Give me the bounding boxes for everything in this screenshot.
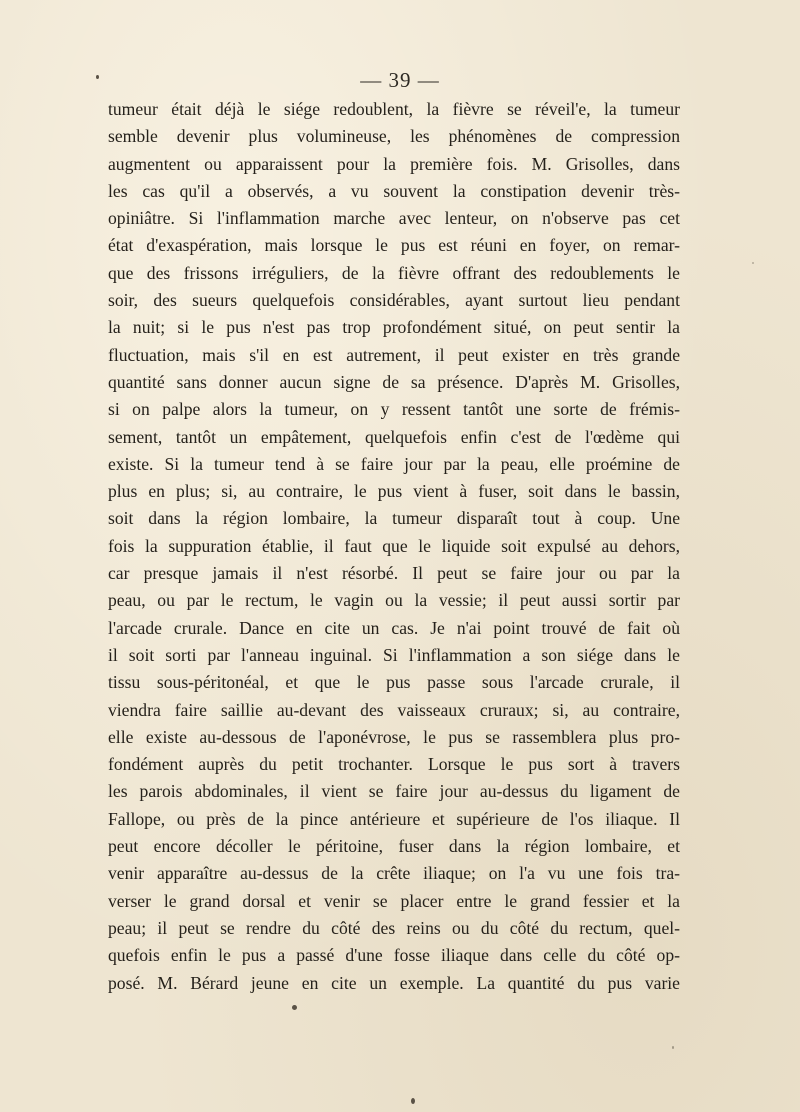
text-line: si on palpe alors la tumeur, on y ressent tantôt une sorte de frémis- bbox=[108, 399, 680, 420]
text-line: fluctuation, mais s'il en est autrement, il peut exister en très grande bbox=[108, 344, 680, 365]
text-line: elle existe au-dessous de l'aponévrose, le pus se rassemblera plus pro- bbox=[108, 726, 680, 747]
page-number: — 39 — bbox=[360, 68, 440, 92]
text-line: l'arcade crurale. Dance en cite un cas. Je n'ai point trouvé de fait où bbox=[108, 617, 680, 638]
text-line: existe. Si la tumeur tend à se faire jour par la peau, elle proémine de bbox=[108, 453, 680, 474]
text-line: soit dans la région lombaire, la tumeur disparaît tout à coup. Une bbox=[108, 508, 680, 529]
text-line: peut encore décoller le péritoine, fuser dans la région lombaire, et bbox=[108, 836, 680, 857]
text-line: les cas qu'il a observés, a vu souvent la constipation devenir très- bbox=[108, 180, 680, 201]
text-line: plus en plus; si, au contraire, le pus vient à fuser, soit dans le bassin, bbox=[108, 481, 680, 502]
text-line: la nuit; si le pus n'est pas trop profondément situé, on peut sentir la bbox=[108, 317, 680, 338]
text-line: augmentent ou apparaissent pour la première fois. M. Grisolles, dans bbox=[108, 153, 680, 174]
text-line: fois la suppuration établie, il faut que le liquide soit expulsé au dehors, bbox=[108, 535, 680, 556]
text-line: il soit sorti par l'anneau inguinal. Si l'inflammation a son siége dans le bbox=[108, 644, 680, 665]
text-line: état d'exaspération, mais lorsque le pus est réuni en foyer, on remar- bbox=[108, 235, 680, 256]
text-line: peau, ou par le rectum, le vagin ou la vessie; il peut aussi sortir par bbox=[108, 590, 680, 611]
text-line: Fallope, ou près de la pince antérieure et supérieure de l'os iliaque. Il bbox=[108, 808, 680, 829]
text-line: opiniâtre. Si l'inflammation marche avec lenteur, on n'observe pas cet bbox=[108, 208, 680, 229]
body-text bbox=[108, 96, 680, 997]
text-line: tumeur était déjà le siége redoublent, la fièvre se réveil'e, la tumeur bbox=[108, 99, 680, 119]
paper-speck bbox=[672, 1046, 674, 1049]
text-line: car presque jamais il n'est résorbé. Il peut se faire jour ou par la bbox=[108, 563, 680, 584]
paper-speck bbox=[292, 1005, 297, 1010]
text-line: semble devenir plus volumineuse, les phénomènes de compression bbox=[108, 126, 680, 147]
text-line: quantité sans donner aucun signe de sa présence. D'après M. Grisolles, bbox=[108, 371, 680, 392]
text-line: sement, tantôt un empâtement, quelquefois enfin c'est de l'œdème qui bbox=[108, 426, 680, 447]
text-line: verser le grand dorsal et venir se placer entre le grand fessier et la bbox=[108, 890, 680, 911]
text-line: les parois abdominales, il vient se faire jour au-dessus du ligament de bbox=[108, 781, 680, 802]
text-line: quefois enfin le pus a passé d'une fosse iliaque dans celle du côté op- bbox=[108, 945, 680, 966]
text-line: que des frissons irréguliers, de la fièvre offrant des redoublements le bbox=[108, 262, 680, 283]
text-line: soir, des sueurs quelquefois considérables, ayant surtout lieu pendant bbox=[108, 290, 680, 311]
text-line: fondément auprès du petit trochanter. Lorsque le pus sort à travers bbox=[108, 754, 680, 775]
paper-speck bbox=[96, 75, 99, 79]
text-line: posé. M. Bérard jeune en cite un exemple. La quantité du pus varie bbox=[108, 972, 680, 993]
text-line: peau; il peut se rendre du côté des reins ou du côté du rectum, quel- bbox=[108, 917, 680, 938]
paper-speck bbox=[752, 262, 754, 264]
paper-speck bbox=[411, 1098, 415, 1104]
text-line: tissu sous-péritonéal, et que le pus passe sous l'arcade crurale, il bbox=[108, 672, 680, 693]
text-line: viendra faire saillie au-devant des vaisseaux cruraux; si, au contraire, bbox=[108, 699, 680, 720]
text-line: venir apparaître au-dessus de la crête iliaque; on l'a vu une fois tra- bbox=[108, 863, 680, 884]
